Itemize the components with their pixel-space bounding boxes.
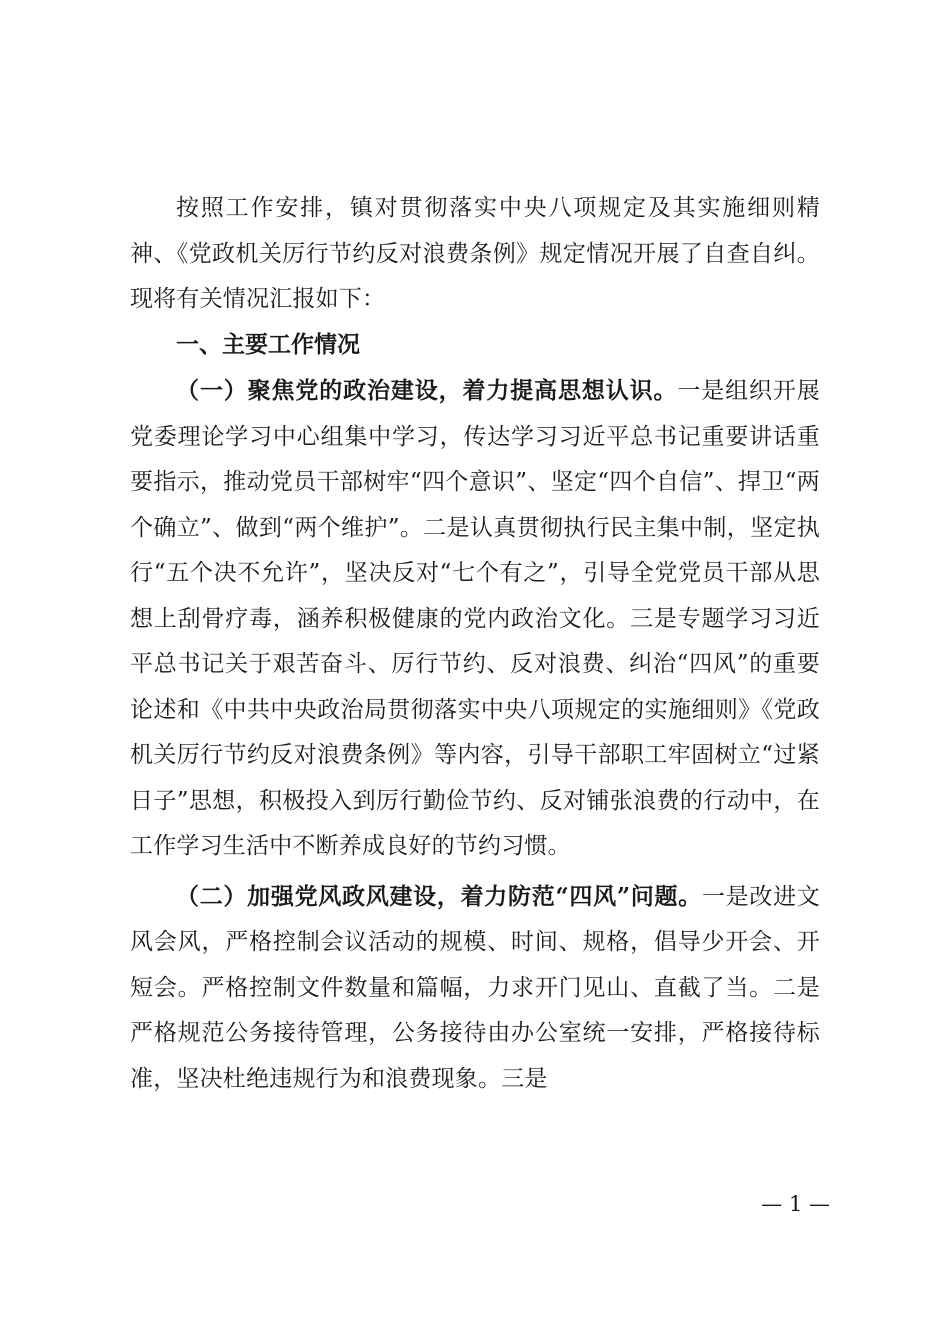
page-number: — 1 —: [761, 1192, 830, 1216]
item-2-lead: （二）加强党风政风建设，着力防范“四风”问题。: [176, 882, 702, 910]
item-1-body: 一是组织开展党委理论学习中心组集中学习，传达学习习近平总书记重要讲话重要指示，推动党员干部树牢“四个意识”、坚定“四个自信”、捍卫“两个确立”、做到“两个维护”。二是认真贯彻执行民主集中制，坚定执行“五个决不允许”，坚决反对“七个有之”，引导全党党员干部从思想上刮骨疗毒，涵养积极健康的党内政治文化。三是专题学习习近平总书记关于艰苦奋斗、厉行节约、反对浪费、纠治“四风”的重要论述和《中共中央政治局贯彻落实中央八项规定的实施细则》《党政机关厉行节约反对浪费条例》等内容，引导干部职工牢固树立“过紧日子”思想，积极投入到厉行勤俭节约、反对铺张浪费的行动中，在工作学习生活中不断养成良好的节约习惯。: [130, 378, 821, 859]
item-1-lead: （一）聚焦党的政治建设，着力提高思想认识。: [176, 377, 678, 404]
paragraph-item-1: [130, 368, 820, 870]
paragraph-item-2: [130, 874, 820, 1103]
item-2-body: 一是改进文风会风，严格控制会议活动的规模、时间、规格，倡导少开会、开短会。严格控制文件数量和篇幅，力求开门见山、直截了当。二是严格规范公务接待管理，公务接待由办公室统一安排，严格接待标准，坚决杜绝违规行为和浪费现象。三是: [130, 883, 821, 1092]
intro-paragraph: 按照工作安排，镇对贯彻落实中央八项规定及其实施细则精神、《党政机关厉行节约反对浪费条例》规定情况开展了自查自纠。现将有关情况汇报如下：: [130, 195, 820, 312]
document-body: [130, 186, 820, 1102]
section-heading: 一、主要工作情况: [176, 331, 360, 358]
